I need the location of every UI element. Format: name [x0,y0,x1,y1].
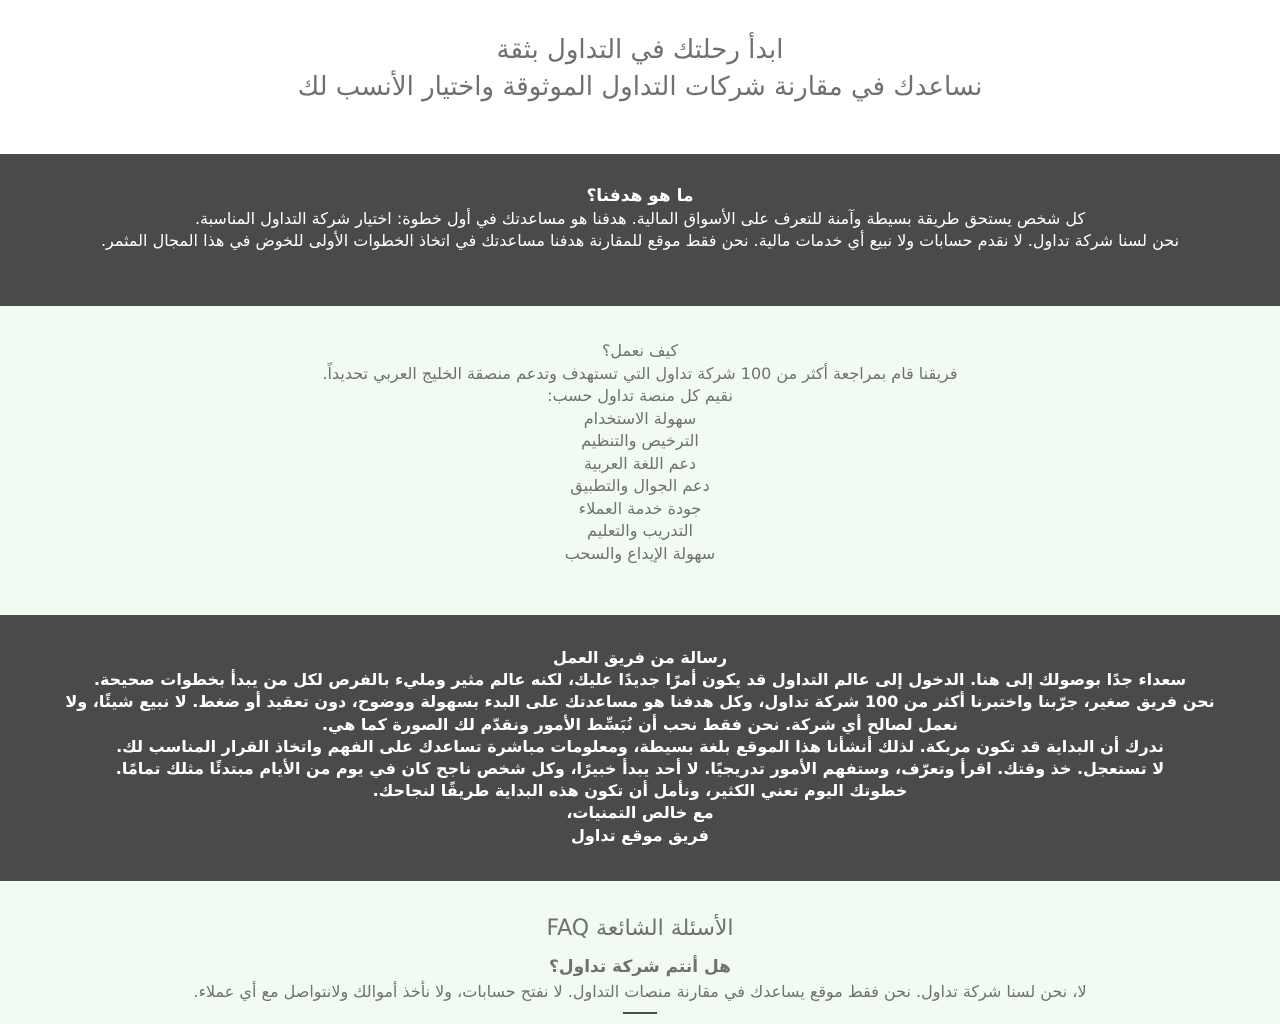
faq-answer: لا، نحن لسنا شركة تداول. نحن فقط موقع يساعدك في مقارنة منصات التداول. لا نفتح حسابات، ولا نأخذ أموالك ولانتواصل مع أي عملاء. [193,982,1087,1001]
message-signature: فريق موقع تداول [571,825,709,845]
faq-heading: الأسئلة الشائعة FAQ [546,916,734,941]
message-paragraph: نحن فريق صغير، جرّبنا واختبرنا أكثر من 100 شركة تداول، وكل هدفنا هو مساعدتك على البدء بسهولة ووضوح، دون تعقيد أو ضغط. لا نبيع شيئًا، ولا [65,692,1215,712]
faq-divider [623,1012,657,1014]
how-we-work-section [0,306,1280,615]
criteria-item: التدريب والتعليم [587,521,693,540]
goal-text-1: كل شخص يستحق طريقة بسيطة وآمنة للتعرف على الأسواق المالية. هدفنا هو مساعدتك في أول خطوة: اختيار شركة التداول المناسبة. [194,209,1086,228]
how-criteria-label: نقيم كل منصة تداول حسب: [547,386,733,405]
faq-section [0,881,1280,1024]
criteria-item: الترخيص والتنظيم [581,431,699,450]
how-title: كيف نعمل؟ [601,341,679,360]
faq-question[interactable]: هل أنتم شركة تداول؟ [549,957,731,977]
hero-title: ابدأ رحلتك في التداول بثقة [496,35,784,65]
criteria-item: سهولة الاستخدام [583,408,697,428]
hero-section [0,0,1280,154]
message-paragraph: ندرك أن البداية قد تكون مربكة. لذلك أنشأنا هذا الموقع بلغة بسيطة، ومعلومات مباشرة تساعدك على الفهم واتخاذ القرار المناسب لك. [116,736,1164,756]
criteria-item: جودة خدمة العملاء [578,498,702,518]
message-paragraph: خطوتك اليوم تعني الكثير، ونأمل أن تكون هذه البداية طريقًا لنجاحك. [372,781,908,801]
message-paragraph: نعمل لصالح أي شركة. نحن فقط نحب أن نُبَسِّط الأمور ونقدّم لك الصورة كما هي. [321,714,959,734]
goal-text-2: نحن لسنا شركة تداول. لا نقدم حسابات ولا نبيع أي خدمات مالية. نحن فقط موقع للمقارنة هدفنا مساعدتك في اتخاذ الخطوات الأولى للخوض في هذا المجال المثمر. [100,231,1180,250]
criteria-item: سهولة الإيداع والسحب [564,543,716,563]
goal-title: ما هو هدفنا؟ [586,186,694,206]
criteria-item: دعم الجوال والتطبيق [570,476,710,495]
how-intro: فريقنا قام بمراجعة أكثر من 100 شركة تداول التي تستهدف وتدعم منصقة الخليج العربي تحديداً. [322,363,958,383]
message-title: رسالة من فريق العمل [552,648,728,667]
team-message-section [0,615,1280,881]
hero-headline [0,32,1280,106]
criteria-item: دعم اللغة العربية [583,453,697,473]
message-paragraph: لا تستعجل. خذ وقتك. اقرأ وتعرّف، وستفهم الأمور تدريجيًا. لا أحد يبدأ خبيرًا، وكل شخص ناجح كان في يوم من الأيام مبتدئًا مثلك تمامًا. [115,759,1165,779]
goal-section [0,154,1280,306]
hero-subtitle: نساعدك في مقارنة شركات التداول الموثوقة واختيار الأنسب لك [297,72,983,102]
message-signoff: مع خالص التمنيات، [566,803,714,823]
message-paragraph: سعداء جدًا بوصولك إلى هنا. الدخول إلى عالم التداول قد يكون أمرًا جديدًا عليك، لكنه عالم مثير ومليء بالفرص لكل من يبدأ بخطوات صحيحة. [93,670,1187,690]
